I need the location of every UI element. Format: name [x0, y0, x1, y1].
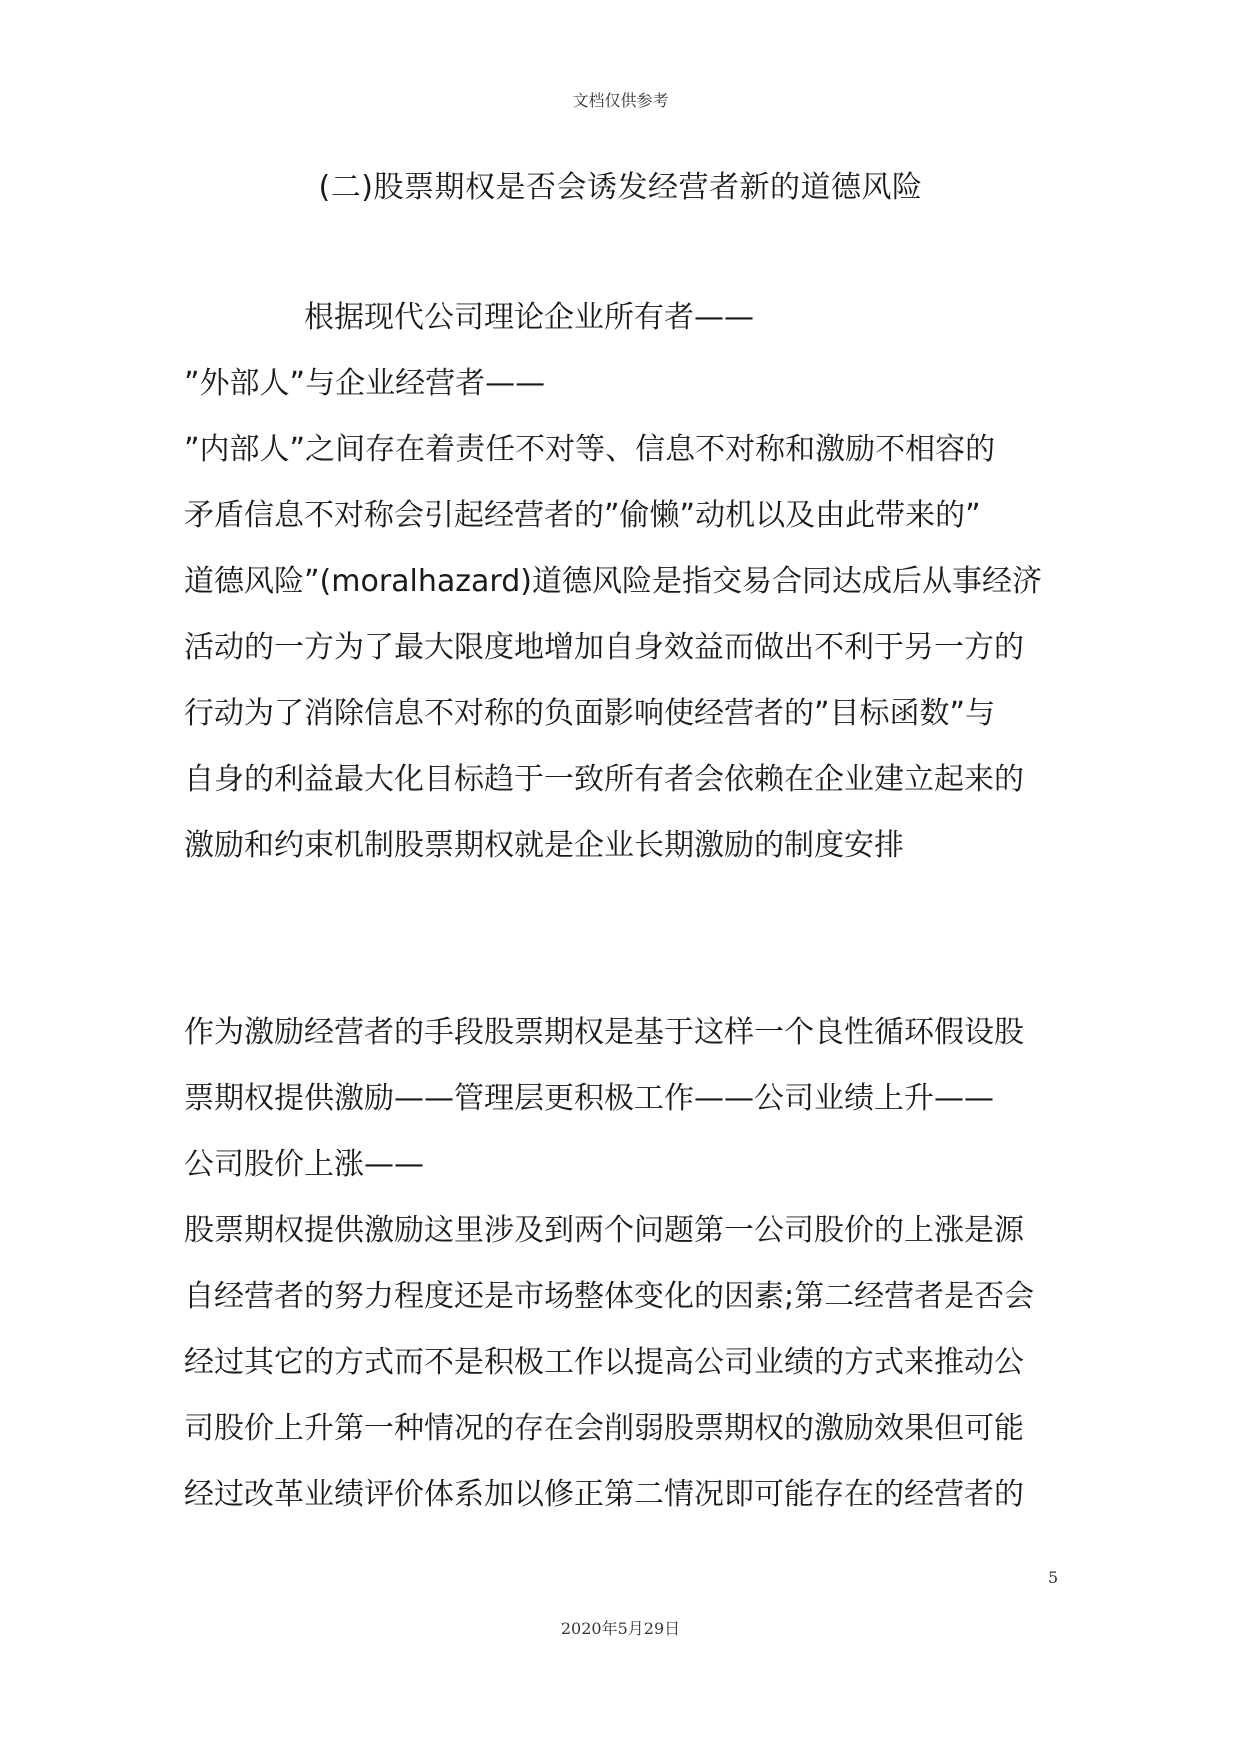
paragraph-line: 活动的一方为了最大限度地增加自身效益而做出不利于另一方的: [184, 630, 1024, 665]
paragraph-1: [184, 285, 1064, 879]
paragraph-line: 司股价上升第一种情况的存在会削弱股票期权的激励效果但可能: [184, 1411, 1024, 1446]
paragraph-line: 激励和约束机制股票期权就是企业长期激励的制度安排: [184, 828, 904, 863]
paragraph-line: 矛盾信息不对称会引起经营者的”偷懒”动机以及由此带来的”: [184, 498, 981, 533]
paragraph-line: 公司股价上涨——: [184, 1147, 424, 1182]
paragraph-line: 根据现代公司理论企业所有者——: [184, 300, 754, 335]
paragraph-line: 自经营者的努力程度还是市场整体变化的因素;第二经营者是否会: [184, 1279, 1035, 1314]
paragraph-line: 票期权提供激励——管理层更积极工作——公司业绩上升——: [184, 1081, 994, 1116]
paragraph-line: 道德风险”(moralhazard)道德风险是指交易合同达成后从事经济: [184, 564, 1042, 599]
footer-date: 2020年5月29日: [560, 1619, 681, 1638]
paragraph-line: 经过其它的方式而不是积极工作以提高公司业绩的方式来推动公: [184, 1345, 1024, 1380]
paragraph-line: 经过改革业绩评价体系加以修正第二情况即可能存在的经营者的: [184, 1477, 1024, 1512]
paragraph-line: 作为激励经营者的手段股票期权是基于这样一个良性循环假设股: [184, 1015, 1024, 1050]
paragraph-line: 股票期权提供激励这里涉及到两个问题第一公司股价的上涨是源: [184, 1213, 1024, 1248]
page-header: 文档仅供参考: [572, 91, 669, 110]
section-title: (二)股票期权是否会诱发经营者新的道德风险: [318, 170, 923, 205]
paragraph-2: [184, 1000, 1064, 1528]
paragraph-line: ”内部人”之间存在着责任不对等、信息不对称和激励不相容的: [184, 432, 996, 467]
paragraph-line: ”外部人”与企业经营者——: [184, 366, 546, 401]
paragraph-line: 自身的利益最大化目标趋于一致所有者会依赖在企业建立起来的: [184, 762, 1024, 797]
paragraph-line: 行动为了消除信息不对称的负面影响使经营者的”目标函数”与: [184, 696, 996, 731]
page-number: 5: [1048, 1568, 1059, 1587]
